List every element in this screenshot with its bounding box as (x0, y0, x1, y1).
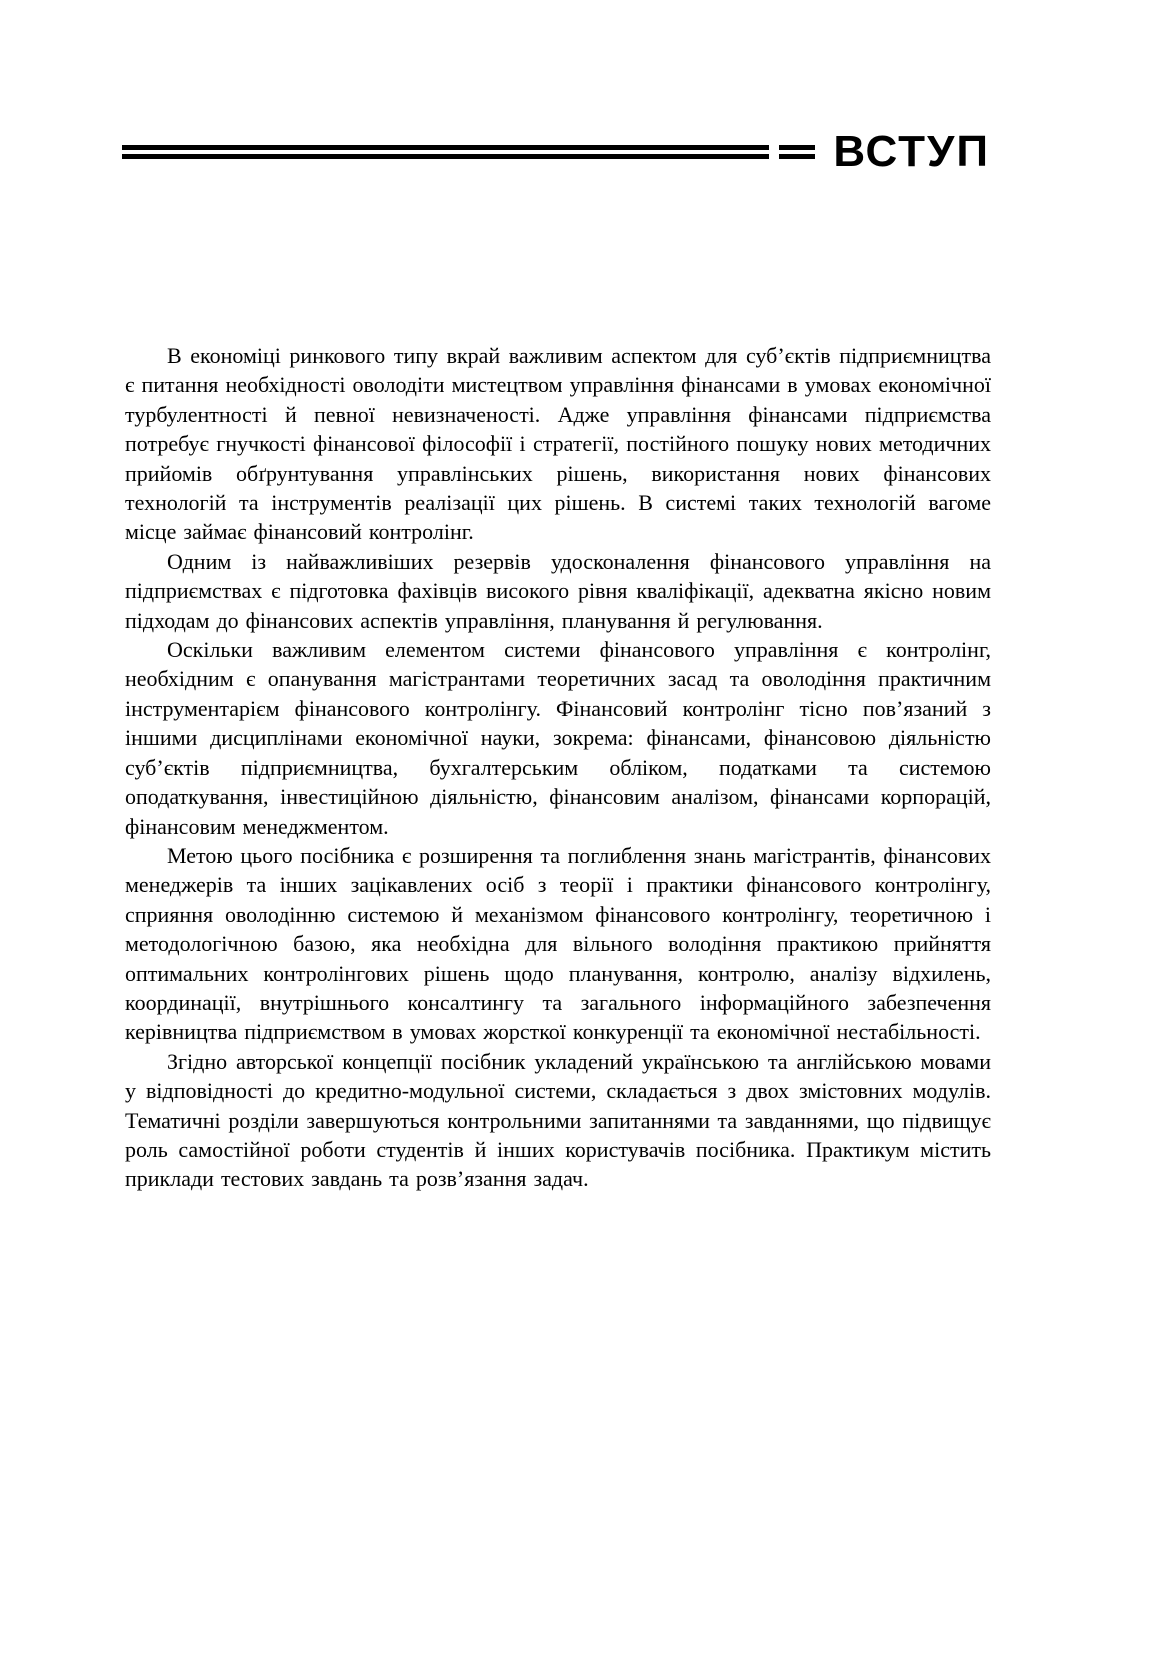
header-rule-long (122, 145, 769, 159)
header-rule-long-bottom-bar (122, 154, 769, 159)
paragraph: В економіці ринкового типу вкрай важливим аспектом для суб’єктів підприємництва є питання необхідності оволодіти мистецтвом управління фінансами в умовах економічної турбулентності й певної невизначеності. Адже управління фінансами підприємства потребує гнучкості фінансової філософії і стратегії, постійного пошуку нових методичних прийомів обґрунтування управлінських рішень, використання нових фінансових технологій та інструментів реалізації цих рішень. В системі таких технологій вагоме місце займає фінансовий контролінг. (125, 343, 991, 545)
header-rule-short-bottom-bar (779, 154, 815, 159)
paragraph: Метою цього посібника є розширення та поглиблення знань магістрантів, фінансових менеджерів та інших зацікавлених осіб з теорії і практики фінансового контролінгу, сприяння оволодінню системою й механізмом фінансового контролінгу, теоретичною і методологічною базою, яка необхідна для вільного володіння практикою прийняття оптимальних контролінгових рішень щодо планування, контролю, аналізу відхилень, координації, внутрішнього консалтингу та загального інформаційного забезпечення керівництва підприємством в умовах жорсткої конкуренції та економічної нестабільності. (125, 842, 991, 1045)
chapter-header (122, 127, 990, 176)
paragraph: Одним із найважливіших резервів удосконалення фінансового управління на підприємствах є підготовка фахівців високого рівня кваліфікації, адекватна якісно новим підходам до фінансових аспектів управління, планування й регулювання. (125, 548, 991, 633)
header-rule-short-top-bar (779, 145, 815, 150)
body-text (125, 341, 991, 1194)
paragraph: Оскільки важливим елементом системи фінансового управління є контролінг, необхідним є опанування магістрантами теоретичних засад та оволодіння практичним інструментарієм фінансового контролінгу. Фінансовий контролінг тісно пов’язаний з іншими дисциплінами економічної науки, зокрема: фінансами, фінансовою діяльністю суб’єктів підприємництва, бухгалтерським обліком, податками та системою оподаткування, інвестиційною діяльністю, фінансовим аналізом, фінансами корпорацій, фінансовим менеджментом. (125, 637, 991, 839)
header-rule-short (779, 145, 815, 159)
header-rule-long-top-bar (122, 145, 769, 150)
paragraph: Згідно авторської концепції посібник укладений українською та англійською мовами у відповідності до кредитно-модульної системи, складається з двох змістовних модулів. Тематичні розділи завершуються контрольними запитаннями та завданнями, що підвищує роль самостійної роботи студентів й інших користувачів посібника. Практикум містить приклади тестових завдань та розв’язання задач. (125, 1048, 991, 1192)
chapter-title: ВСТУП (833, 127, 990, 176)
